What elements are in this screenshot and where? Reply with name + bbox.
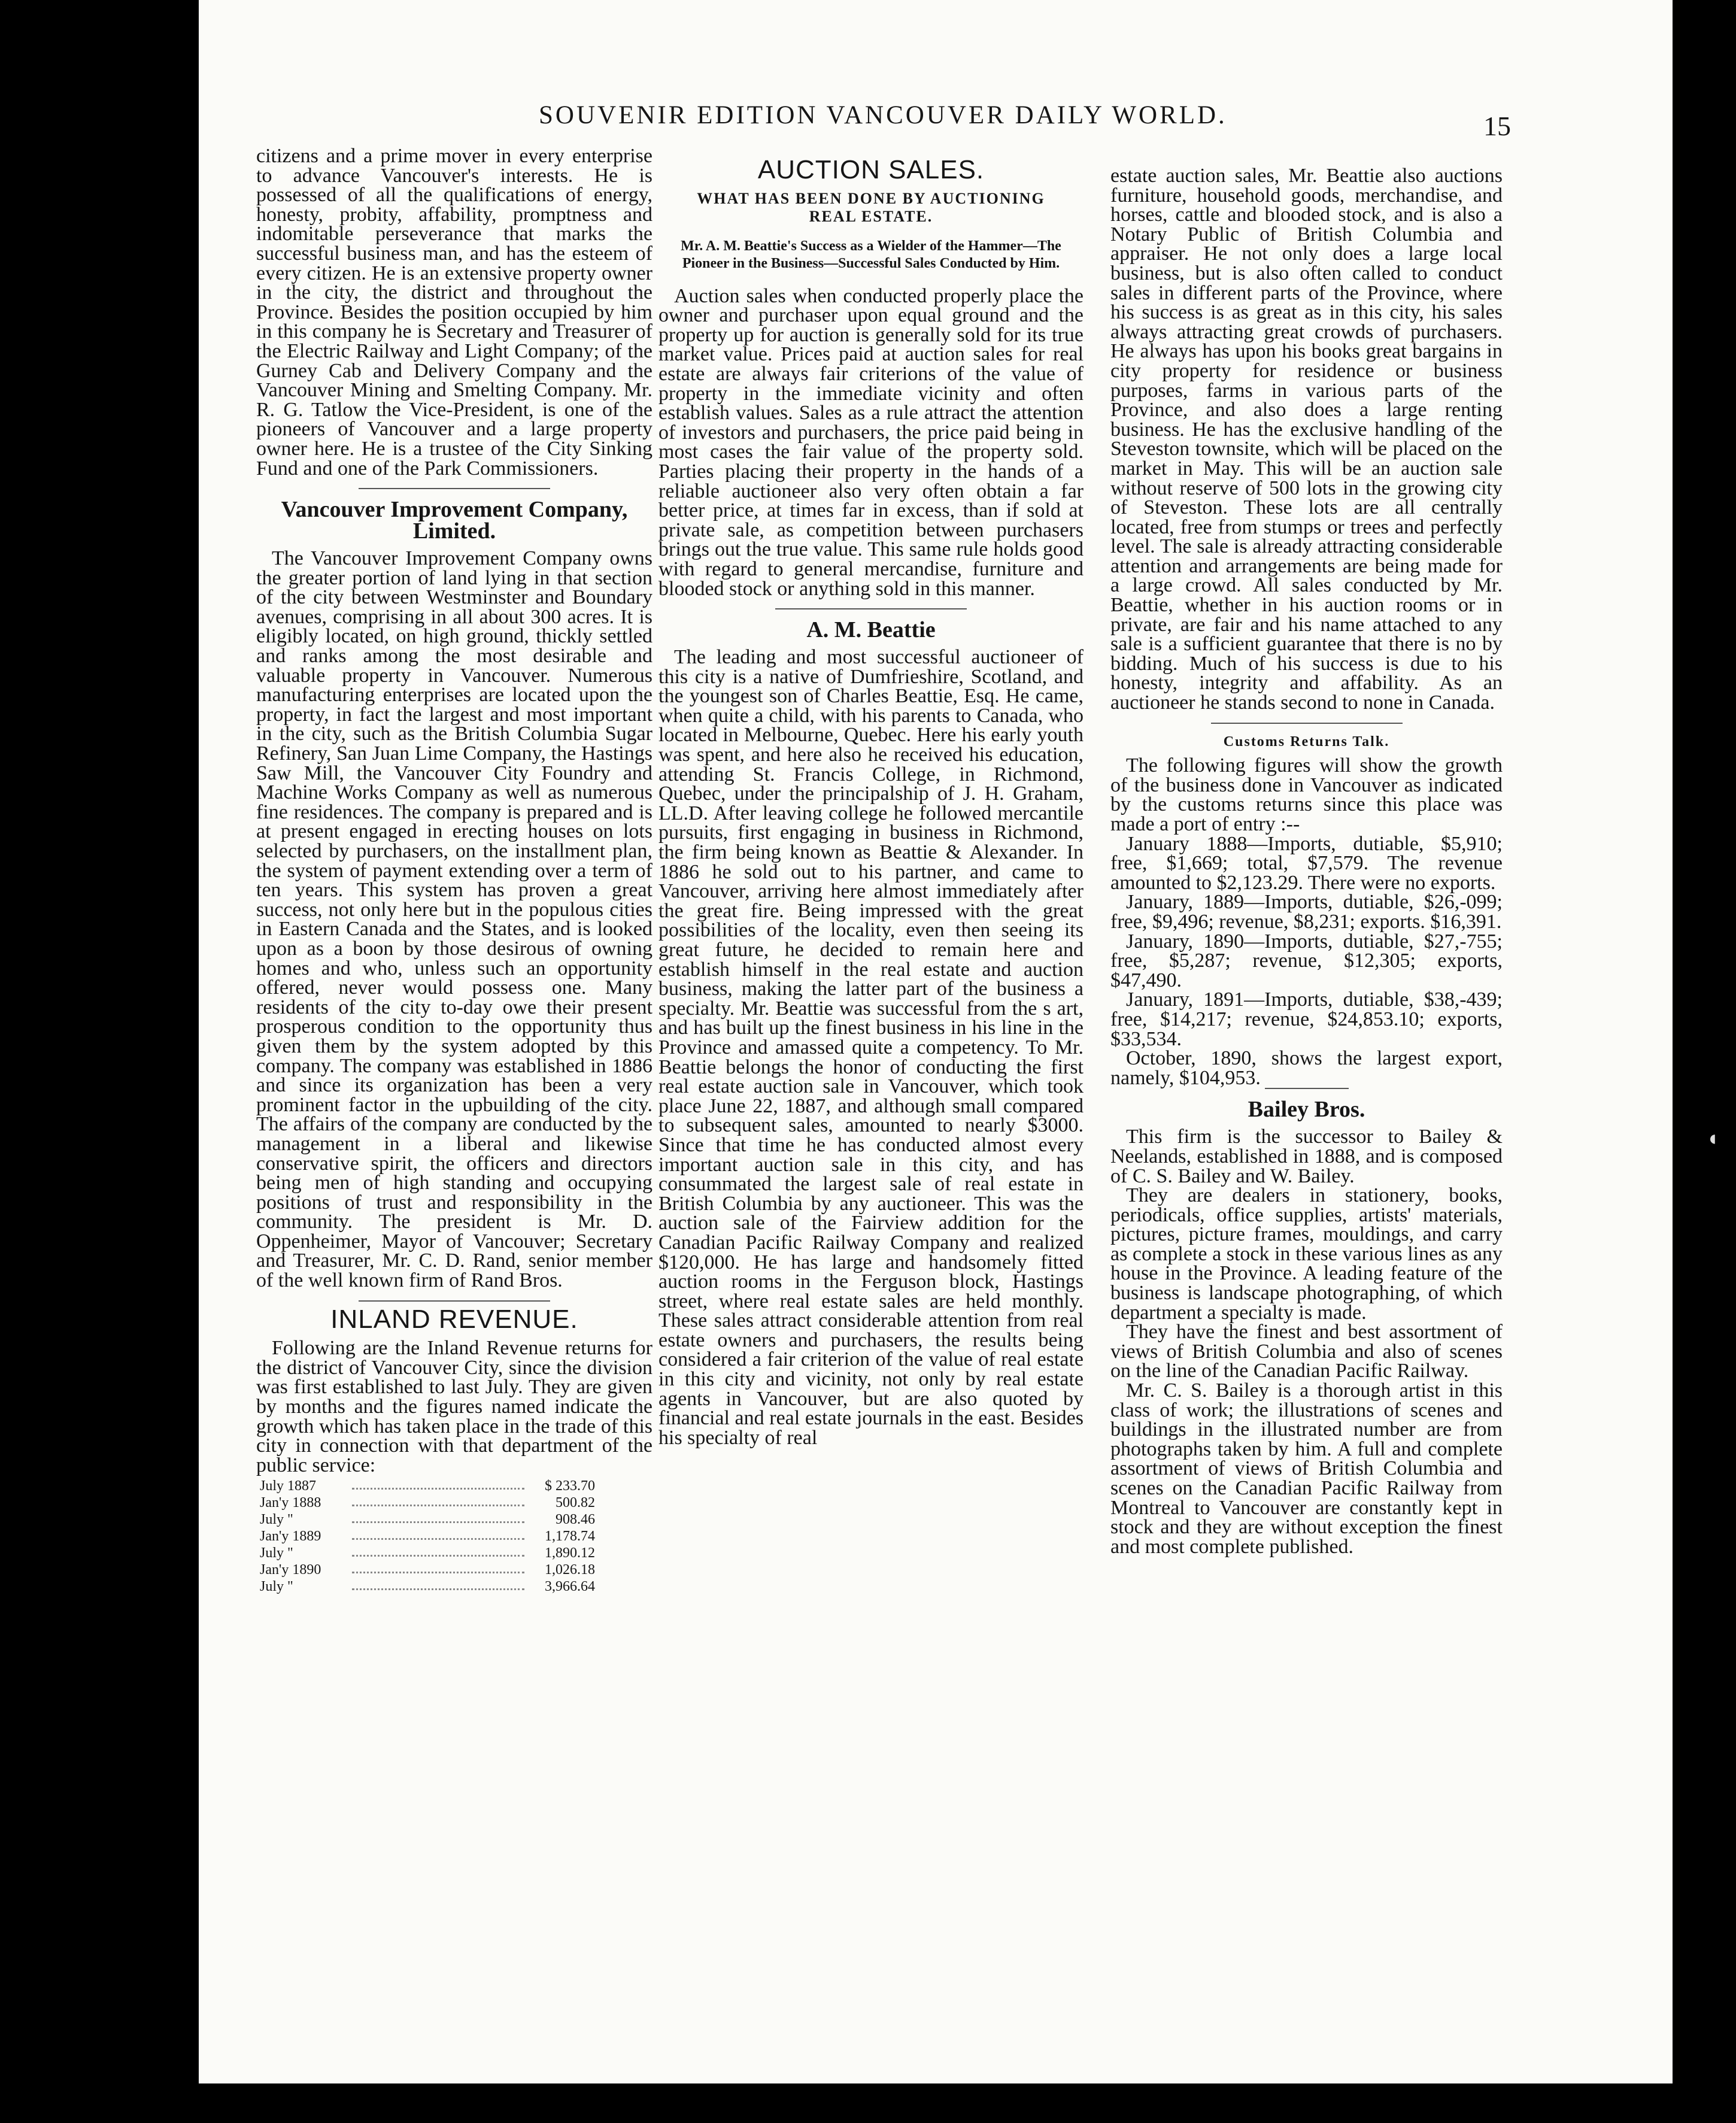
revenue-value: $ 233.70 — [545, 1478, 595, 1494]
revenue-value: 1,178.74 — [545, 1528, 595, 1545]
revenue-month: July " — [260, 1579, 293, 1595]
customs-1891: January, 1891—Imports, dutiable, $38,-439; free, $14,217; revenue, $24,853.10; exports, $33,534. — [1110, 988, 1503, 1050]
customs-1888: January 1888—Imports, dutiable, $5,910; free, $1,669; total, $7,579. The revenue amounted to $2,123.29. There were no exports. — [1110, 832, 1503, 894]
beattie-continued-paragraph: estate auction sales, Mr. Beattie also auctions furniture, household goods, merchandise, and horses, cattle and blooded stock, and is also a Notary Public of British Columbia and appraiser. He not only does a large local business, but is also often called to conduct sales in different parts of the Province, where his success is as great as in this city, his sales always attracting great crowds of purchasers. He always has upon his books great bargains in city property for residence or business purposes, farms in various parts of the Province, and also does a large renting business. He has the exclusive handling of the Steveston townsite, which will be placed on the market in May. This will be an auction sale without reserve of 500 lots in the growing city of Steveston. These lots are all centrally located, free from stumps or trees and perfectly level. The sale is already attracting considerable attention and arrangements are being made for a large crowd. All sales conducted by Mr. Beattie, whether in his auction rooms or in private, are fair and his name attached to any sale is a sufficient guarantee that there is no by bidding. Much of his success is due to his honesty, integrity and affability. As an auctioneer he stands second to none in Canada. — [1110, 165, 1503, 714]
bailey-heading: Bailey Bros. — [1248, 1097, 1365, 1123]
customs-october: October, 1890, shows the largest export, namely, $104,953. — [1110, 1047, 1503, 1089]
divider — [1211, 723, 1403, 724]
revenue-value: 3,966.64 — [545, 1579, 595, 1595]
customs-heading: Customs Returns Talk. — [1223, 733, 1390, 750]
auction-subheading: WHAT HAS BEEN DONE BY AUCTIONING REAL ESTATE. — [697, 189, 1045, 225]
page-number: 15 — [1483, 111, 1511, 141]
inland-revenue-paragraph: Following are the Inland Revenue returns for the district of Vancouver City, since the division was first established to last July. They are given by months and the figures named indicate the growth which has taken place in the trade of this city in connection with that department of the public service: — [256, 1337, 652, 1476]
divider — [359, 488, 550, 489]
revenue-month: July " — [260, 1545, 293, 1561]
auction-sales-heading: AUCTION SALES. — [757, 155, 985, 184]
vic-paragraph: The Vancouver Improvement Company owns the greater portion of land lying in that section of the city between Westminster and Boundary avenues, comprising in all about 300 acres. It is eligibly located, on high ground, thickly settled and ranks among the most desirable and valuable property in Vancouver. Numerous manufacturing enterprises are located upon the property, in fact the largest and most important in the city, such as the British Columbia Sugar Refinery, San Juan Lime Company, the Hastings Saw Mill, the Vancouver City Foundry and Machine Works Company as well as numerous fine residences. The company is prepared and is at present engaged in erecting houses on lots selected by purchasers, on the installment plan, the system of payment extending over a term of ten years. This system has proven a great success, not only here but in the populous cities in Eastern Canada and the States, and is looked upon as a boon by those desirous of owning homes and who, unless such an opportunity offered, never would possess one. Many residents of the city to-day owe their present prosperous condition to the opportunity thus given them by the system adopted by this company. The company was established in 1886 and since its organization has been a very prominent factor in the upbuilding of the city. The affairs of the company are conducted by the management in a liberal and likewise conservative spirit, the officers and directors being men of high standing and occupying positions of trust and responsibility in the community. The president is Mr. D. Oppenheimer, Mayor of Vancouver; Secretary and Treasurer, Mr. C. D. Rand, senior member of the well known firm of Rand Bros. — [256, 547, 652, 1292]
revenue-month: Jan'y 1888 — [260, 1495, 321, 1511]
inland-revenue-table — [260, 1478, 595, 1595]
revenue-row — [260, 1528, 595, 1545]
revenue-value: 908.46 — [556, 1512, 595, 1528]
revenue-row — [260, 1561, 595, 1578]
divider — [1265, 1088, 1349, 1089]
divider — [775, 608, 967, 609]
customs-1890: January, 1890—Imports, dutiable, $27,-755; free, $5,287; revenue, $12,305; exports, $47,490. — [1110, 930, 1503, 991]
bailey-paragraph-4: Mr. C. S. Bailey is a thorough artist in this class of work; the illustrations of scenes and buildings in the illustrated number are from photographs taken by him. A full and complete assortment of views of British Columbia and scenes on the Canadian Pacific Railway from Montreal to Vancouver are constantly kept in stock and they are without exception the finest and most complete published. — [1110, 1379, 1503, 1558]
column-1 — [256, 147, 652, 1595]
bailey-paragraph-2: They are dealers in stationery, books, periodicals, office supplies, artists' materials, pictures, picture frames, mouldings, and carry as complete a stock in these various lines as any house in the Province. A leading feature of the business is landscape photographing, of which department a specialty is made. — [1110, 1184, 1503, 1324]
inland-revenue-heading: INLAND REVENUE. — [330, 1304, 578, 1334]
revenue-month: Jan'y 1890 — [260, 1562, 321, 1578]
running-title: SOUVENIR EDITION VANCOUVER DAILY WORLD. — [539, 101, 1227, 129]
auction-deck: Mr. A. M. Beattie's Success as a Wielder of the Hammer—The Pioneer in the Business—Successful Sales Conducted by Him. — [681, 238, 1061, 271]
revenue-value: 1,890.12 — [545, 1545, 595, 1561]
revenue-row — [260, 1511, 595, 1528]
revenue-row — [260, 1494, 595, 1511]
revenue-value: 1,026.18 — [545, 1562, 595, 1578]
revenue-row — [260, 1545, 595, 1561]
auction-paragraph: Auction sales when conducted properly place the owner and purchaser upon equal ground and the property up for auction is generally sold for its true market value. Prices paid at auction sales for real estate are always fair criterions of the value of property in the immediate vicinity and often establish values. Sales as a rule attract the attention of investors and purchasers, the price paid being in most cases the fair value of the property sold. Parties placing their property in the hands of a reliable auctioneer also very often obtain a far better price, at times far in excess, than if sold at private sale, as competition between purchasers brings out the true value. This same rule holds good with regard to general mercandise, furniture and blooded stock or anything sold in this manner. — [658, 284, 1084, 600]
column-3 — [1110, 166, 1503, 1557]
vic-heading: Vancouver Improvement Company, Limited. — [281, 497, 628, 544]
customs-1889: January, 1889—Imports, dutiable, $26,-099; free, $9,496; revenue, $8,231; exports. $16,391. — [1110, 891, 1503, 933]
revenue-month: Jan'y 1889 — [260, 1528, 321, 1545]
bailey-paragraph-3: They have the finest and best assortment of views of British Columbia and also of scenes on the line of the Canadian Pacific Railway. — [1110, 1321, 1503, 1382]
revenue-row — [260, 1578, 595, 1595]
revenue-value: 500.82 — [556, 1495, 595, 1511]
beattie-heading: A. M. Beattie — [806, 617, 936, 643]
beattie-paragraph: The leading and most successful auctioneer of this city is a native of Dumfrieshire, Scotland, and the youngest son of Charles Beattie, Esq. He came, when quite a child, with his parents to Canada, who located in Melbourne, Quebec. Here his early youth was spent, and here also he received his education, attending St. Francis College, in Richmond, Quebec, under the principalship of J. H. Graham, LL.D. After leaving college he followed mercantile pursuits, first engaging in business in Richmond, the firm being known as Beattie & Alexander. In 1886 he sold out to his partner, and came to Vancouver, arriving here almost immediately after the great fire. Being impressed with the great possibilities of the locality, even then seeing its great future, he decided to remain here and establish himself in the real estate and auction business, making the latter part of the business a specialty. Mr. Beattie was successful from the s art, and has built up the finest business in his line in the Province and amassed quite a competency. To Mr. Beattie belongs the honor of conducting the first real estate auction sale in Vancouver, which took place June 22, 1887, and although small compared to subsequent sales, amounted to nearly $3000. Since that time he has conducted almost every important auction sale in this city, and has consummated the largest sale of real estate in British Columbia by any auctioneer. This was the auction sale of the Fairview addition for the Canadian Pacific Railway Company and realized $120,000. He has large and handsomely fitted auction rooms in the Ferguson block, Hastings street, where real estate sales are held monthly. These sales attract considerable attention from real estate owners and purchasers, the results being considered a fair criterion of the value of real estate in this city and vicinity, not only by real estate agents in Vancouver, but are also quoted by financial and real estate journals in the east. Besides his specialty of real — [658, 646, 1084, 1449]
column-2 — [658, 156, 1084, 1448]
revenue-row — [260, 1478, 595, 1494]
customs-intro: The following figures will show the growth of the business done in Vancouver as indicated by the customs returns since this place was made a port of entry :-- — [1110, 754, 1503, 835]
bailey-paragraph-1: This firm is the successor to Bailey & Neelands, established in 1888, and is composed of C. S. Bailey and W. Bailey. — [1110, 1126, 1503, 1187]
revenue-month: July 1887 — [260, 1478, 317, 1494]
intro-paragraph: citizens and a prime mover in every enterprise to advance Vancouver's interests. He is possessed of all the qualifications of energy, honesty, probity, affability, promptness and indomitable perseverance that marks the successful business man, and has the esteem of every citizen. He is an extensive property owner in the city, the district and throughout the Province. Besides the position occupied by him in this company he is Secretary and Treasurer of the Electric Railway and Light Company; of the Gurney Cab and Delivery Company and the Vancouver Mining and Smelting Company. Mr. R. G. Tatlow the Vice-President, is one of the pioneers of Vancouver and a large property owner here. He is a trustee of the City Sinking Fund and one of the Park Commissioners. — [256, 145, 652, 480]
revenue-month: July " — [260, 1512, 293, 1528]
divider — [359, 1300, 550, 1302]
margin-mark: ◖ — [1706, 1126, 1719, 1150]
